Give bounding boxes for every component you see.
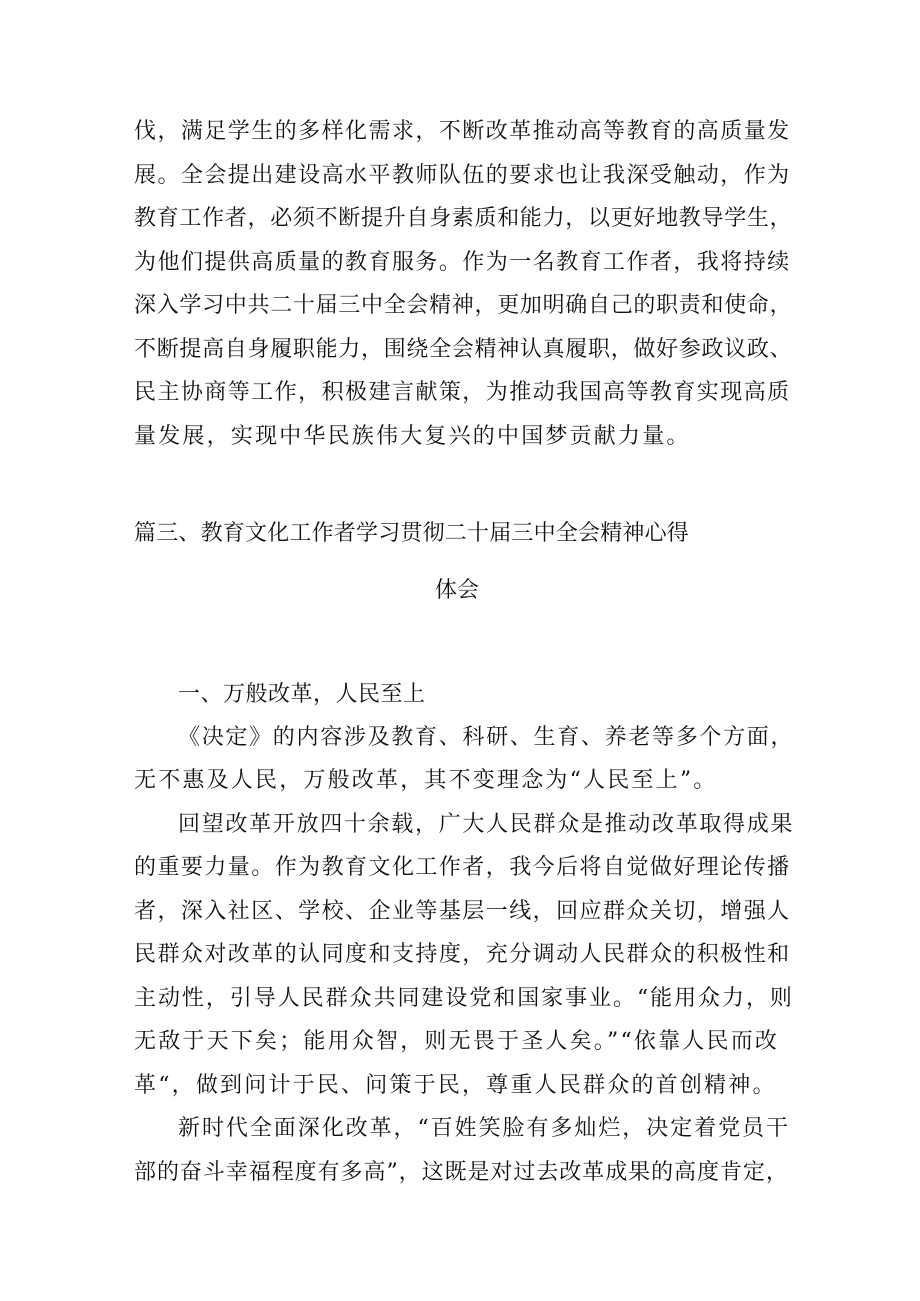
paragraph-line: 伐，满足学生的多样化需求，不断改革推动高等教育的高质量发 (134, 119, 791, 144)
paragraph-line: 新时代全面深化改革，“百姓笑脸有多灿烂，决定着党员干 (178, 1116, 790, 1141)
paragraph-line: 教育工作者，必须不断提升自身素质和能力，以更好地教导学生， (134, 206, 793, 231)
paragraph-line: 部的奋斗幸福程度有多高”，这既是对过去改革成果的高度肯定， (134, 1160, 789, 1185)
paragraph-line: 量发展，实现中华民族伟大复兴的中国梦贡献力量。 (134, 424, 691, 449)
paragraph-line: 为他们提供高质量的教育服务。作为一名教育工作者，我将持续 (134, 250, 791, 275)
paragraph-line: 革“，做到问计于民、问策于民，尊重人民群众的首创精神。 (134, 1073, 777, 1098)
paragraph-line: 主动性，引导人民群众共同建设党和国家事业。“能用众力，则 (134, 986, 794, 1011)
paragraph-line: 民主协商等工作，积极建言献策，为推动我国高等教育实现高质 (134, 380, 791, 405)
paragraph-line: 无不惠及人民，万般改革，其不变理念为“人民至上”。 (134, 768, 718, 793)
article-title-line1: 篇三、教育文化工作者学习贯彻二十届三中全会精神心得 (134, 521, 690, 546)
paragraph-line: 民群众对改革的认同度和支持度，充分调动人民群众的积极性和 (134, 942, 791, 967)
paragraph-line: 的重要力量。作为教育文化工作者，我今后将自觉做好理论传播 (134, 855, 791, 880)
paragraph-line: 《决定》的内容涉及教育、科研、生育、养老等多个方面， (178, 725, 795, 750)
paragraph-line: 展。全会提出建设高水平教师队伍的要求也让我深受触动，作为 (134, 163, 791, 188)
section-heading: 一、万般改革，人民至上 (178, 682, 426, 707)
paragraph-line: 无敌于天下矣；能用众智，则无畏于圣人矣。”“依靠人民而改 (134, 1029, 780, 1054)
article-title-line2: 体会 (435, 578, 480, 603)
paragraph-line: 回望改革开放四十余载，广大人民群众是推动改革取得成果 (178, 812, 795, 837)
paragraph-line: 者，深入社区、学校、企业等基层一线，回应群众关切，增强人 (134, 899, 791, 924)
paragraph-line: 深入学习中共二十届三中全会精神，更加明确自己的职责和使命， (134, 293, 793, 318)
paragraph-line: 不断提高自身履职能力，围绕全会精神认真履职，做好参政议政、 (134, 337, 793, 362)
